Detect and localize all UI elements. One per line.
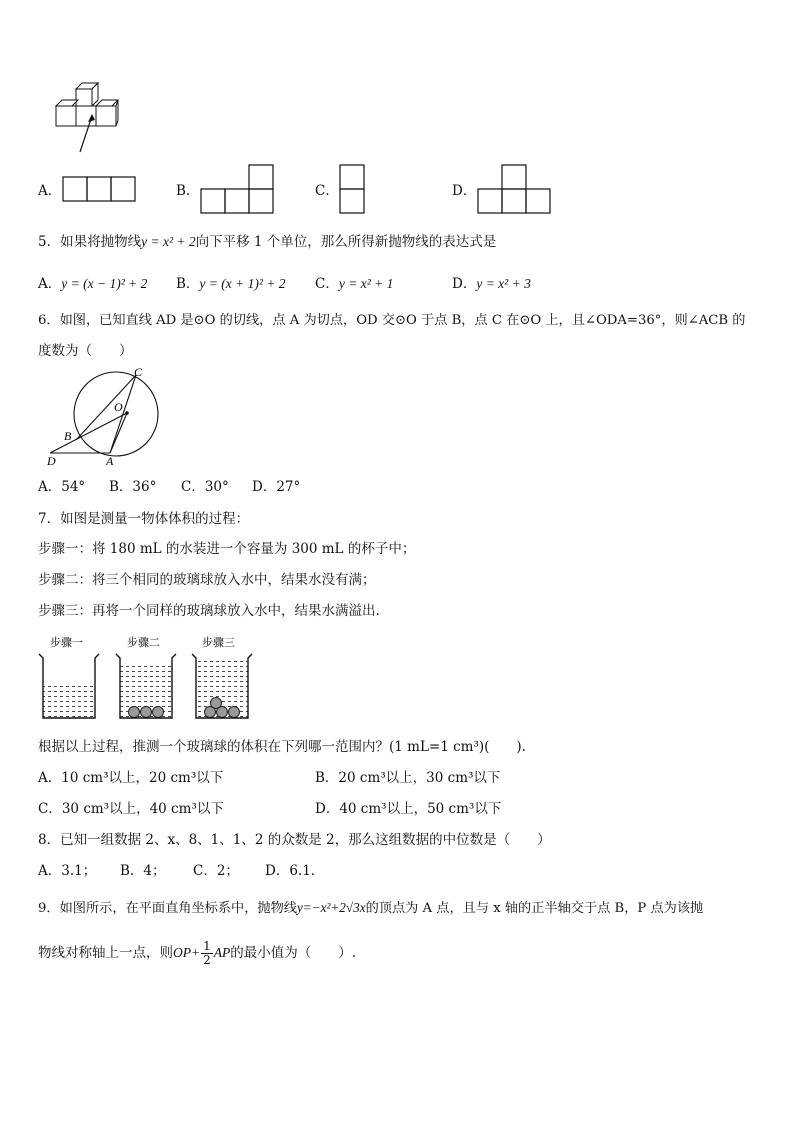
q9-fraction xyxy=(201,940,213,967)
q6-stem-line1: 6．如图，已知直线 AD 是⊙O 的切线，点 A 为切点，OD 交⊙O 于点 B，点 C 在⊙O 上，且∠ODA=36°，则∠ACB 的 xyxy=(38,313,746,328)
q5-option-b-letter: B． xyxy=(176,276,200,292)
q7-option-d-text: 40 cm³以上，50 cm³以下 xyxy=(339,801,502,817)
q9-line2-op: OP+ xyxy=(173,945,201,960)
q5-option-b-text: y = (x + 1)² + 2 xyxy=(199,276,286,291)
q4-option-d-view xyxy=(477,164,553,214)
q6-option-a xyxy=(38,478,85,496)
q5-option-a xyxy=(38,275,147,293)
q7-option-b xyxy=(315,769,500,787)
q5-option-d-letter: D． xyxy=(452,276,477,292)
q6-option-a-letter: A． xyxy=(38,479,62,495)
q6-option-c xyxy=(181,478,229,496)
beaker-step-1 xyxy=(39,654,99,718)
q5-option-b xyxy=(176,275,286,293)
beaker-caption-1: 步骤一 xyxy=(50,636,83,649)
q9-line1-formula: y=−x²+2√3x xyxy=(296,900,366,915)
q9-line2-pre: 物线对称轴上一点，则 xyxy=(38,945,173,961)
q8-option-d xyxy=(265,862,324,880)
label-o: O xyxy=(114,400,123,414)
q7-option-c-letter: C． xyxy=(38,801,62,817)
q7-option-a-text: 10 cm³以上，20 cm³以下 xyxy=(61,770,224,786)
q9-line1-pre: 9．如图所示，在平面直角坐标系中，抛物线 xyxy=(38,901,297,916)
q7-option-a-letter: A． xyxy=(38,770,62,786)
beaker-figure xyxy=(36,634,256,724)
q5-option-a-text: y = (x − 1)² + 2 xyxy=(61,276,148,291)
q9-line2-ap: AP xyxy=(213,945,231,960)
q4-option-a-view xyxy=(62,176,138,202)
q6-option-c-letter: C． xyxy=(181,479,205,495)
label-d: D xyxy=(47,454,56,468)
q5-option-c-text: y = x² + 1 xyxy=(338,276,394,291)
beaker-step-3 xyxy=(192,654,252,718)
q7-question: 根据以上过程，推测一个玻璃球的体积在下列哪一范围内？(1 mL=1 cm³)( ). xyxy=(38,739,526,755)
q6-option-d-text: 27° xyxy=(276,479,301,495)
q5-stem-pre: 5．如果将抛物线 xyxy=(38,234,142,250)
q8-option-d-text: 6.1． xyxy=(289,863,325,879)
q8-option-b xyxy=(120,862,166,880)
q6-option-d xyxy=(252,478,300,496)
q4-option-b-view xyxy=(200,164,276,214)
q9-frac-den: 2 xyxy=(203,953,211,967)
q7-option-c-text: 30 cm³以上，40 cm³以下 xyxy=(61,801,224,817)
q8-option-a-letter: A． xyxy=(38,863,62,879)
q5-option-d xyxy=(452,275,531,293)
q6-option-b-text: 36° xyxy=(132,479,157,495)
q6-option-b xyxy=(109,478,156,496)
q8-option-a-text: 3.1； xyxy=(61,863,97,879)
q7-step3: 步骤三：再将一个同样的玻璃球放入水中，结果水满溢出. xyxy=(38,603,380,619)
q8-option-c xyxy=(193,862,239,880)
beaker-caption-2: 步骤二 xyxy=(127,636,160,649)
q9-frac-num: 1 xyxy=(203,939,211,953)
q6-option-a-text: 54° xyxy=(61,479,86,495)
q5-option-c-letter: C． xyxy=(315,276,339,292)
q9-stem-line1 xyxy=(38,899,703,918)
q7-option-b-letter: B． xyxy=(315,770,339,786)
beaker-step-2 xyxy=(116,654,176,718)
q7-option-d xyxy=(315,800,501,818)
q7-option-c xyxy=(38,800,224,818)
q8-option-d-letter: D． xyxy=(265,863,290,879)
q6-option-b-letter: B． xyxy=(109,479,133,495)
q4-option-c-letter: C． xyxy=(315,183,339,199)
q7-stem: 7．如图是测量一物体体积的过程： xyxy=(38,511,250,527)
q6-option-d-letter: D． xyxy=(252,479,277,495)
q4-option-c-view xyxy=(339,164,367,214)
q4-option-a-letter: A． xyxy=(38,183,62,199)
cube-solid-figure xyxy=(52,80,124,155)
circle-tangent-figure xyxy=(44,366,164,470)
label-c: C xyxy=(134,365,143,379)
label-b: B xyxy=(64,429,72,443)
q6-stem-line2: 度数为（ ） xyxy=(38,343,133,359)
q8-option-b-letter: B． xyxy=(120,863,144,879)
q8-option-c-text: 2； xyxy=(216,863,239,879)
q8-option-b-text: 4； xyxy=(143,863,166,879)
beaker-caption-3: 步骤三 xyxy=(202,636,235,649)
label-a: A xyxy=(106,454,114,468)
q9-line2-post: 的最小值为（ ）. xyxy=(230,945,357,961)
q4-option-b-letter: B． xyxy=(176,183,200,199)
q5-stem-formula: y = x² + 2 xyxy=(141,234,196,249)
q8-option-c-letter: C． xyxy=(193,863,217,879)
q6-option-c-text: 30° xyxy=(204,479,229,495)
q7-option-b-text: 20 cm³以上，30 cm³以下 xyxy=(338,770,501,786)
q5-stem-post: 向下平移 1 个单位，那么所得新抛物线的表达式是 xyxy=(195,234,497,250)
q9-line1-post: 的顶点为 A 点，且与 x 轴的正半轴交于点 B，P 点为该抛 xyxy=(365,901,704,916)
q9-stem-line2 xyxy=(38,938,356,968)
q7-option-d-letter: D． xyxy=(315,801,340,817)
q7-step1: 步骤一：将 180 mL 的水装进一个容量为 300 mL 的杯子中； xyxy=(38,541,416,557)
q5-option-c xyxy=(315,275,393,293)
q7-step2: 步骤二：将三个相同的玻璃球放入水中，结果水没有满； xyxy=(38,572,376,588)
q5-stem xyxy=(38,233,496,251)
q5-option-d-text: y = x² + 3 xyxy=(476,276,531,291)
q8-option-a xyxy=(38,862,96,880)
q5-option-a-letter: A． xyxy=(38,276,62,292)
q8-stem: 8．已知一组数据 2、x、8、1、1、2 的众数是 2，那么这组数据的中位数是（ ） xyxy=(38,832,551,848)
q4-option-d-letter: D． xyxy=(452,183,477,199)
q7-option-a xyxy=(38,769,223,787)
